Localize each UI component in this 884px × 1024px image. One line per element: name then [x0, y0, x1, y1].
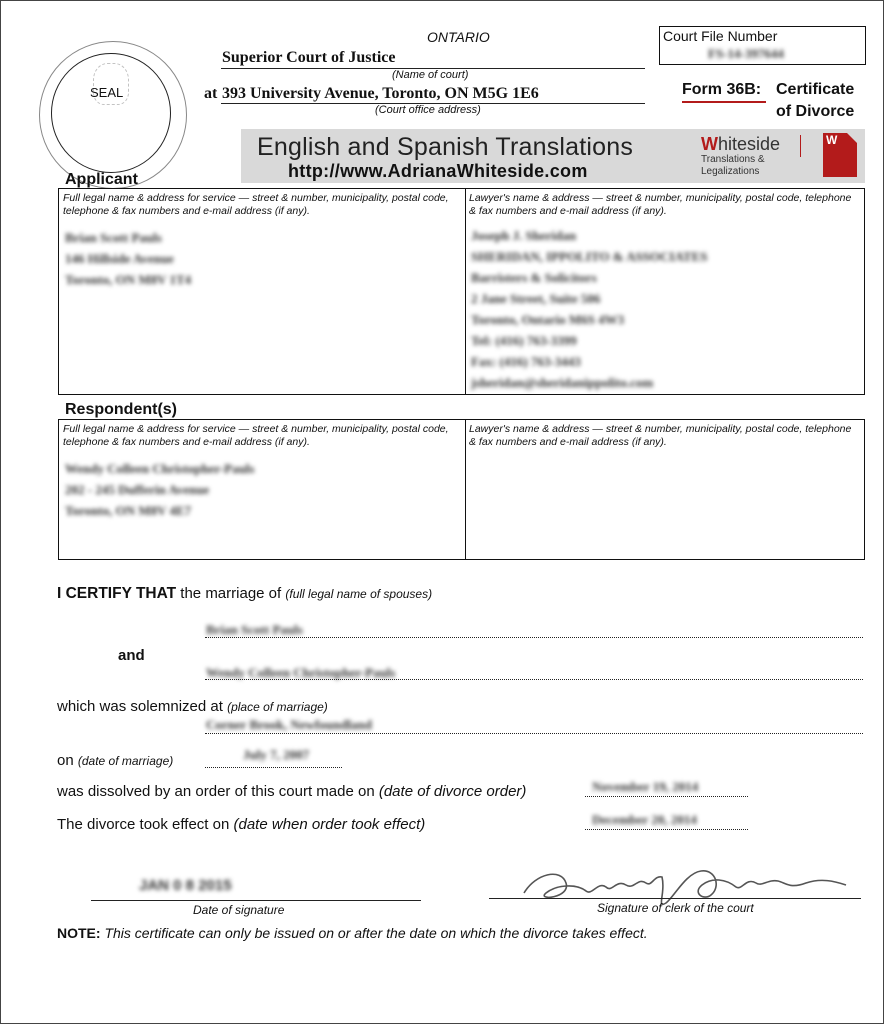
- effect-label: The divorce took effect on: [57, 816, 230, 833]
- province-label: ONTARIO: [427, 29, 490, 45]
- translator-banner: [241, 129, 865, 183]
- form-number-underline: [682, 101, 766, 103]
- divorce-order-date-value: November 19, 2014: [592, 779, 699, 794]
- lawyer-name: Joseph J. Sheridan: [471, 228, 577, 243]
- effect-hint: (date when order took effect): [233, 816, 426, 833]
- applicant-party-info: [65, 227, 191, 290]
- place-hint: (place of marriage): [227, 700, 328, 714]
- brand-logo-icon: [823, 133, 857, 177]
- name-of-court-label: (Name of court): [392, 69, 469, 81]
- on-label: on: [57, 752, 74, 769]
- lawyer-email: jsheridan@sheridanippolito.com: [471, 375, 654, 390]
- on-line: [57, 752, 173, 769]
- certify-rest: the marriage of: [180, 585, 282, 602]
- applicant-street: 146 Hillside Avenue: [65, 251, 174, 266]
- solemnized-line: [57, 698, 328, 715]
- note-line: [57, 925, 648, 941]
- form-number: Form 36B:: [682, 81, 762, 98]
- certify-line: [57, 585, 432, 603]
- applicant-name: Brian Scott Pauls: [65, 230, 162, 245]
- at-label: at: [204, 85, 218, 102]
- lawyer-tel: Tel: (416) 763-3399: [471, 333, 577, 348]
- place-value: Corner Brook, Newfoundland: [206, 717, 373, 732]
- form-title-line1: Certificate: [776, 81, 855, 98]
- date-of-signature-label: Date of signature: [193, 903, 285, 917]
- dissolved-label: was dissolved by an order of this court made on: [57, 783, 375, 800]
- court-file-number-box: [659, 26, 866, 65]
- clerk-signature-label: Signature of clerk of the court: [597, 901, 754, 915]
- brand-divider: [800, 135, 801, 157]
- respondent-box: [58, 419, 865, 560]
- lawyer-city: Toronto, Ontario M6S 4W3: [471, 312, 625, 327]
- lawyer-fax: Fax: (416) 763-3443: [471, 354, 581, 369]
- respondent-heading: Respondent(s): [65, 401, 177, 418]
- banner-url[interactable]: http://www.AdrianaWhiteside.com: [288, 161, 588, 181]
- date-hint: (date of marriage): [77, 754, 174, 768]
- applicant-city: Toronto, ON M8V 1T4: [65, 272, 192, 287]
- lawyer-street: 2 Jane Street, Suite 506: [471, 291, 601, 306]
- court-name: Superior Court of Justice: [222, 49, 396, 66]
- applicant-box: [58, 188, 865, 395]
- court-office-address-label: (Court office address): [375, 104, 481, 116]
- dissolved-line: [57, 783, 526, 800]
- marriage-date-value: July 7, 2007: [243, 747, 310, 762]
- lawyer-title: Barristers & Solicitors: [471, 270, 597, 285]
- lawyer-firm: SHERIDAN, IPPOLITO & ASSOCIATES: [471, 249, 708, 264]
- brand-initial: W: [701, 134, 718, 154]
- spouse2-value: Wendy Colleen Christopher-Pauls: [206, 665, 396, 680]
- logo-letter: W: [826, 133, 838, 147]
- court-file-number-value: FS-14-397644: [708, 46, 784, 61]
- respondent-city: Toronto, ON M8V 4E7: [65, 503, 192, 518]
- respondent-lawyer-label: Lawyer's name & address — street & number, municipality, postal code, telephone & fax numbers and e-mail address (if any).: [469, 423, 852, 448]
- note-bold: NOTE:: [57, 925, 101, 941]
- banner-title: English and Spanish Translations: [257, 133, 634, 161]
- brand-sub-line2: Legalizations: [701, 166, 760, 177]
- form-title-line2: of Divorce: [776, 103, 855, 120]
- respondent-street: 202 - 245 Dufferin Avenue: [65, 482, 210, 497]
- respondent-name: Wendy Colleen Christopher-Pauls: [65, 461, 255, 476]
- applicant-lawyer-info: [471, 225, 707, 393]
- brand-name: [701, 134, 780, 155]
- applicant-heading: Applicant: [65, 171, 138, 188]
- and-label: and: [118, 647, 145, 664]
- spouse1-value: Brian Scott Pauls: [206, 622, 303, 637]
- brand-subtitle: [701, 154, 765, 178]
- spouses-hint: (full legal name of spouses): [285, 587, 433, 601]
- solemnized-label: which was solemnized at: [57, 698, 223, 715]
- effect-date-value: December 20, 2014: [592, 812, 697, 827]
- effect-line: [57, 816, 425, 833]
- seal-label: SEAL: [90, 85, 124, 100]
- signature-date-value: JAN 0 8 2015: [139, 877, 232, 894]
- brand-rest: hiteside: [718, 134, 781, 154]
- court-file-number-label: Court File Number: [663, 28, 778, 44]
- certify-bold: I CERTIFY THAT: [57, 585, 177, 602]
- divorce-order-hint: (date of divorce order): [378, 783, 527, 800]
- note-text: This certificate can only be issued on or after the date on which the divorce takes effect.: [104, 925, 648, 941]
- court-address: 393 University Avenue, Toronto, ON M5G 1E6: [222, 85, 539, 102]
- brand-sub-line1: Translations &: [701, 154, 765, 165]
- respondent-party-info: [65, 458, 254, 521]
- respondent-party-label: Full legal name & address for service — street & number, municipality, postal code, telephone & fax numbers and e-mail address (if any).: [63, 423, 449, 448]
- applicant-party-label: Full legal name & address for service — street & number, municipality, postal code, telephone & fax numbers and e-mail address (if any).: [63, 192, 449, 217]
- applicant-lawyer-label: Lawyer's name & address — street & number, municipality, postal code, telephone & fax numbers and e-mail address (if any).: [469, 192, 852, 217]
